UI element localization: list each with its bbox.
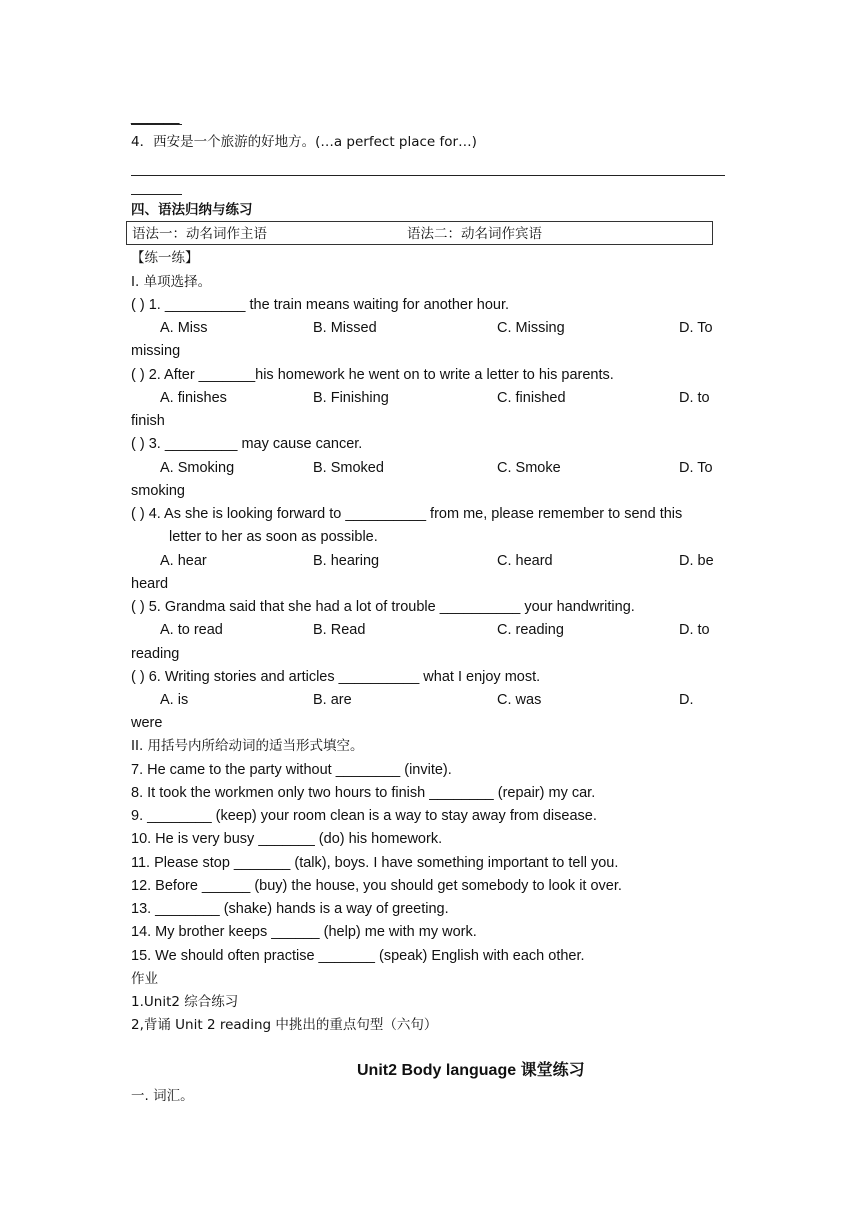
mc-option-d-wrap: heard: [131, 576, 169, 592]
unit-title: Unit2 Body language 课堂练习: [357, 1062, 585, 1079]
grammar-box: [126, 221, 713, 245]
fill-question: 9. ________ (keep) your room clean is a way to stay away from disease.: [131, 808, 597, 824]
grammar-point-2: 语法二：动名词作宾语: [407, 226, 542, 242]
mc-option-c: C. reading: [497, 622, 564, 638]
vocab-heading: 一. 词汇。: [131, 1088, 194, 1104]
mc-option-b: B. Finishing: [313, 390, 389, 406]
mc-question-stem: ( ) 6. Writing stories and articles __________ what I enjoy most.: [131, 669, 541, 685]
fill-question: 14. My brother keeps ______ (help) me with my work.: [131, 924, 477, 940]
mc-option-c: C. Missing: [497, 320, 565, 336]
fill-question: 8. It took the workmen only two hours to finish ________ (repair) my car.: [131, 785, 596, 801]
homework-item: 1.Unit2 综合练习: [131, 994, 239, 1010]
mc-question-stem: ( ) 4. As she is looking forward to __________ from me, please remember to send this: [131, 506, 683, 522]
mc-option-a: A. Miss: [160, 320, 208, 336]
fill-question: 13. ________ (shake) hands is a way of greeting.: [131, 901, 449, 917]
mc-option-c: C. heard: [497, 553, 553, 569]
mc-option-d: D. to: [679, 390, 710, 406]
practice-heading: 【练一练】: [131, 250, 199, 266]
fill-question: 15. We should often practise _______ (speak) English with each other.: [131, 948, 585, 964]
mc-question-stem: ( ) 5. Grandma said that she had a lot of trouble __________ your handwriting.: [131, 599, 635, 615]
mc-option-d: D. to: [679, 622, 710, 638]
mc-option-d-wrap: reading: [131, 646, 180, 662]
section-4-heading: 四、语法归纳与练习: [131, 202, 253, 218]
fill-question: 11. Please stop _______ (talk), boys. I have something important to tell you.: [131, 855, 619, 871]
mc-option-d: D. To: [679, 320, 713, 336]
mc-option-a: A. Smoking: [160, 460, 235, 476]
homework-item: 2,背诵 Unit 2 reading 中挑出的重点句型（六句）: [131, 1017, 438, 1033]
homework-heading: 作业: [131, 971, 158, 987]
mc-option-b: B. hearing: [313, 553, 380, 569]
mc-option-b: B. Smoked: [313, 460, 384, 476]
fill-question: 10. He is very busy _______ (do) his homework.: [131, 831, 443, 847]
mc-option-c: C. finished: [497, 390, 566, 406]
mc-option-d-wrap: missing: [131, 343, 181, 359]
mc-option-c: C. was: [497, 692, 542, 708]
part-1-heading: I. 单项选择。: [131, 274, 212, 290]
mc-option-b: B. Missed: [313, 320, 377, 336]
fill-question: 7. He came to the party without ________ (invite).: [131, 762, 452, 778]
fill-question: 12. Before ______ (buy) the house, you should get somebody to look it over.: [131, 878, 622, 894]
mc-option-b: B. Read: [313, 622, 366, 638]
answer-line: [131, 175, 725, 176]
mc-question-stem: ( ) 3. _________ may cause cancer.: [131, 436, 363, 452]
mc-question-stem: ( ) 1. __________ the train means waiting for another hour.: [131, 297, 510, 313]
mc-option-d: D. be: [679, 553, 714, 569]
answer-line-tail: [131, 194, 182, 195]
mc-option-a: A. is: [160, 692, 189, 708]
mc-option-a: A. finishes: [160, 390, 227, 406]
mc-question-stem: ( ) 2. After _______his homework he went on to write a letter to his parents.: [131, 367, 614, 383]
top-blank: ______: [131, 109, 180, 125]
mc-option-a: A. to read: [160, 622, 223, 638]
mc-option-d-wrap: finish: [131, 413, 165, 429]
question-4: 4．西安是一个旅游的好地方。(…a perfect place for…): [131, 134, 477, 150]
mc-option-d-wrap: were: [131, 715, 163, 731]
mc-option-d-wrap: smoking: [131, 483, 185, 499]
top-blank-rule: [131, 124, 182, 125]
mc-option-b: B. are: [313, 692, 352, 708]
part-2-heading: II. 用括号内所给动词的适当形式填空。: [131, 738, 364, 754]
mc-option-d: D. To: [679, 460, 713, 476]
mc-question-stem-continued: letter to her as soon as possible.: [169, 529, 378, 545]
grammar-point-1: 语法一：动名词作主语: [132, 226, 267, 242]
mc-option-c: C. Smoke: [497, 460, 561, 476]
mc-option-a: A. hear: [160, 553, 207, 569]
mc-option-d: D.: [679, 692, 694, 708]
